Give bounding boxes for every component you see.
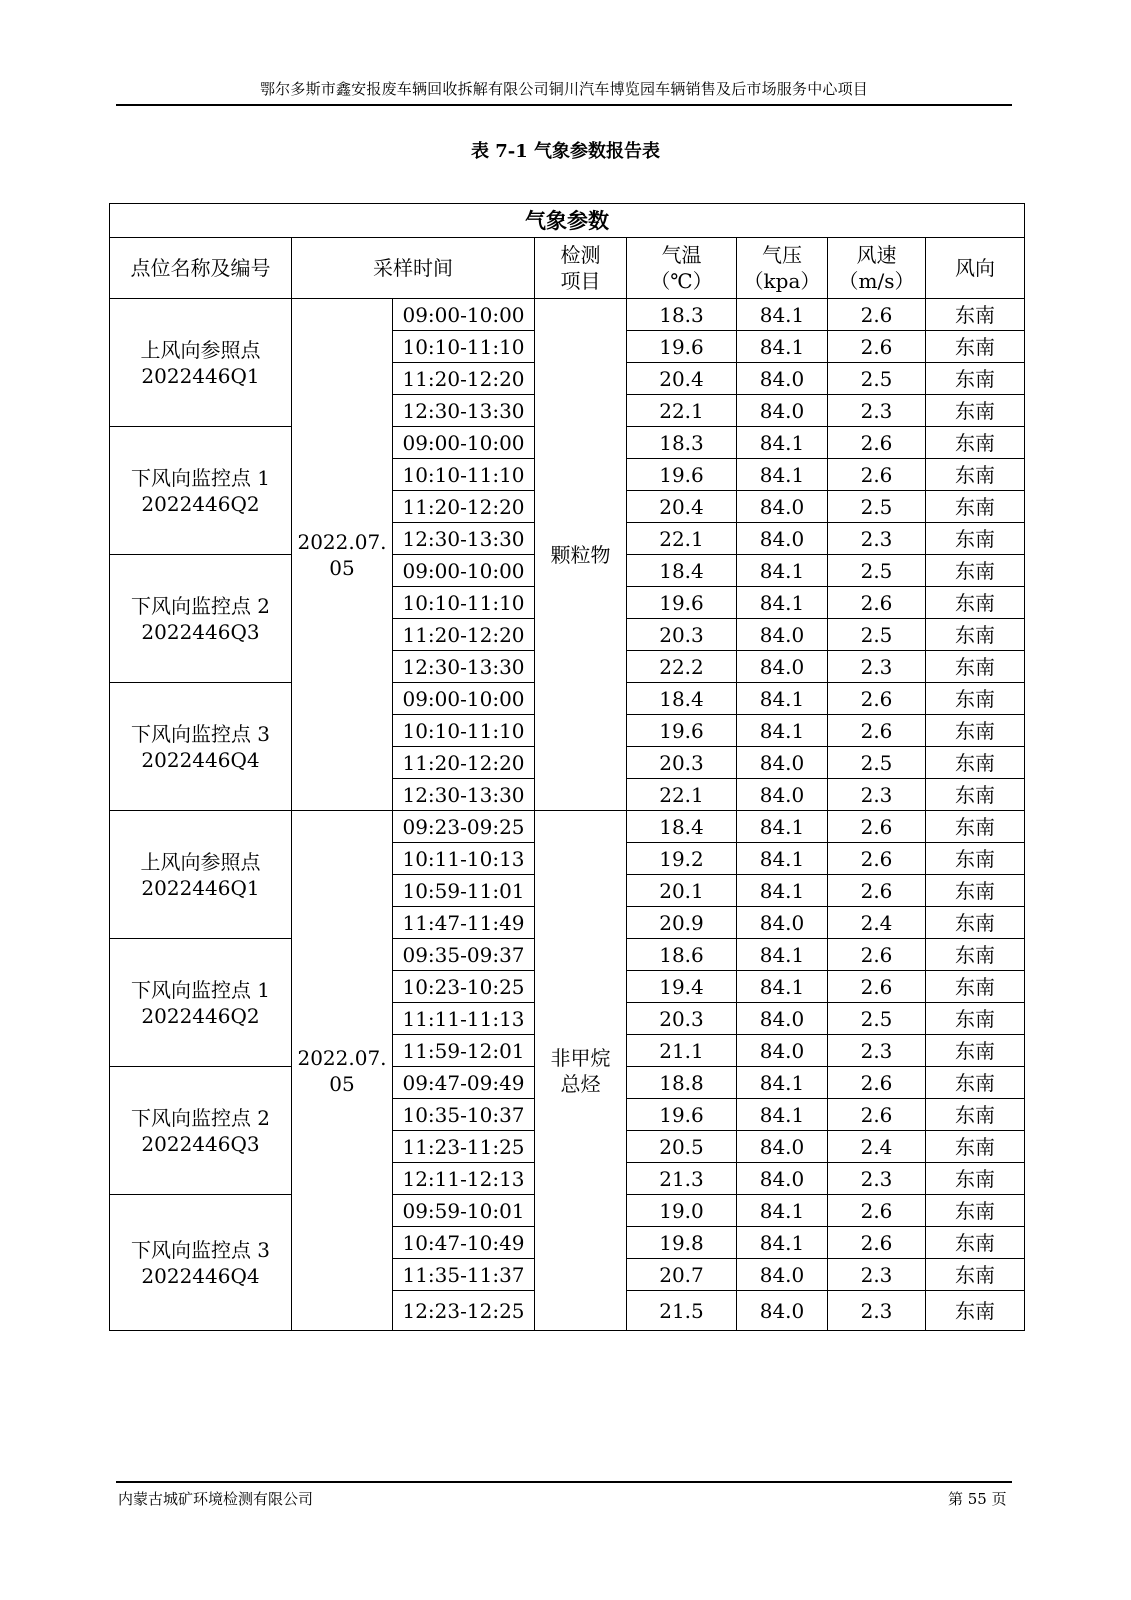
pressure-cell: 84.1: [737, 459, 828, 491]
pressure-cell: 84.0: [737, 1035, 828, 1067]
footer-page-number: 第 55 页: [948, 1490, 1007, 1508]
temp-cell: 22.1: [627, 395, 737, 427]
direction-cell: 东南: [926, 1131, 1025, 1163]
direction-cell: 东南: [926, 843, 1025, 875]
direction-cell: 东南: [926, 1195, 1025, 1227]
pressure-cell: 84.0: [737, 1003, 828, 1035]
pressure-cell: 84.0: [737, 1131, 828, 1163]
date-cell: 2022.07. 05: [292, 299, 393, 811]
direction-cell: 东南: [926, 1227, 1025, 1259]
temp-cell: 22.1: [627, 523, 737, 555]
time-cell: 09:00-10:00: [393, 427, 535, 459]
pressure-cell: 84.0: [737, 523, 828, 555]
col-speed: 风速 （m/s）: [828, 238, 926, 299]
time-cell: 10:23-10:25: [393, 971, 535, 1003]
site-name: 下风向监控点 2: [130, 1105, 271, 1130]
pressure-cell: 84.1: [737, 1227, 828, 1259]
pressure-cell: 84.0: [737, 619, 828, 651]
pressure-cell: 84.0: [737, 395, 828, 427]
weather-table: [109, 203, 1025, 1331]
col-pressure: 气压 （kpa）: [737, 238, 828, 299]
site-cell: [110, 555, 292, 683]
site-name: 下风向监控点 1: [130, 977, 271, 1002]
pressure-cell: 84.0: [737, 747, 828, 779]
temp-cell: 22.1: [627, 779, 737, 811]
temp-cell: 18.4: [627, 811, 737, 843]
site-cell: [110, 1067, 292, 1195]
speed-cell: 2.3: [828, 1291, 926, 1331]
time-cell: 10:10-11:10: [393, 459, 535, 491]
time-cell: 12:30-13:30: [393, 395, 535, 427]
direction-cell: 东南: [926, 331, 1025, 363]
pressure-cell: 84.1: [737, 299, 828, 331]
pressure-cell: 84.1: [737, 971, 828, 1003]
speed-cell: 2.6: [828, 331, 926, 363]
site-code: 2022446Q2: [141, 1003, 260, 1028]
temp-cell: 18.6: [627, 939, 737, 971]
speed-cell: 2.6: [828, 683, 926, 715]
table-title: 气象参数: [110, 204, 1025, 238]
temp-cell: 19.6: [627, 1099, 737, 1131]
speed-cell: 2.5: [828, 491, 926, 523]
direction-cell: 东南: [926, 555, 1025, 587]
site-name: 上风向参照点: [140, 849, 261, 874]
pressure-cell: 84.1: [737, 1067, 828, 1099]
temp-cell: 20.7: [627, 1259, 737, 1291]
table-row: [110, 811, 1025, 843]
time-cell: 12:23-12:25: [393, 1291, 535, 1331]
speed-cell: 2.3: [828, 779, 926, 811]
time-cell: 10:11-10:13: [393, 843, 535, 875]
site-cell: [110, 683, 292, 811]
speed-cell: 2.6: [828, 939, 926, 971]
temp-cell: 21.5: [627, 1291, 737, 1331]
temp-cell: 19.6: [627, 459, 737, 491]
pressure-cell: 84.0: [737, 1291, 828, 1331]
time-cell: 09:00-10:00: [393, 683, 535, 715]
temp-cell: 18.3: [627, 299, 737, 331]
table-row: [110, 299, 1025, 331]
site-cell: [110, 299, 292, 427]
site-code: 2022446Q4: [141, 1263, 260, 1288]
site-code: 2022446Q3: [141, 619, 260, 644]
col-time: 采样时间: [292, 238, 535, 299]
site-code: 2022446Q3: [141, 1131, 260, 1156]
time-cell: 09:00-10:00: [393, 299, 535, 331]
pressure-cell: 84.1: [737, 939, 828, 971]
site-name: 下风向监控点 3: [130, 721, 271, 746]
table-caption: 表 7-1 气象参数报告表: [470, 141, 661, 162]
temp-cell: 20.1: [627, 875, 737, 907]
time-cell: 10:59-11:01: [393, 875, 535, 907]
direction-cell: 东南: [926, 1259, 1025, 1291]
time-cell: 11:20-12:20: [393, 619, 535, 651]
time-cell: 10:47-10:49: [393, 1227, 535, 1259]
temp-cell: 19.8: [627, 1227, 737, 1259]
direction-cell: 东南: [926, 651, 1025, 683]
site-name: 下风向监控点 1: [130, 465, 271, 490]
speed-cell: 2.5: [828, 747, 926, 779]
time-cell: 12:11-12:13: [393, 1163, 535, 1195]
speed-cell: 2.3: [828, 1259, 926, 1291]
speed-cell: 2.3: [828, 395, 926, 427]
pressure-cell: 84.1: [737, 1099, 828, 1131]
speed-cell: 2.6: [828, 715, 926, 747]
temp-cell: 18.4: [627, 555, 737, 587]
speed-cell: 2.3: [828, 523, 926, 555]
pressure-cell: 84.1: [737, 843, 828, 875]
time-cell: 10:10-11:10: [393, 331, 535, 363]
time-cell: 11:20-12:20: [393, 747, 535, 779]
direction-cell: 东南: [926, 1035, 1025, 1067]
direction-cell: 东南: [926, 491, 1025, 523]
time-cell: 11:35-11:37: [393, 1259, 535, 1291]
speed-cell: 2.6: [828, 1227, 926, 1259]
pressure-cell: 84.0: [737, 363, 828, 395]
speed-cell: 2.3: [828, 651, 926, 683]
direction-cell: 东南: [926, 1003, 1025, 1035]
pressure-cell: 84.0: [737, 651, 828, 683]
speed-cell: 2.5: [828, 619, 926, 651]
speed-cell: 2.6: [828, 875, 926, 907]
time-cell: 11:20-12:20: [393, 491, 535, 523]
direction-cell: 东南: [926, 779, 1025, 811]
speed-cell: 2.6: [828, 971, 926, 1003]
time-cell: 12:30-13:30: [393, 651, 535, 683]
direction-cell: 东南: [926, 587, 1025, 619]
direction-cell: 东南: [926, 1291, 1025, 1331]
pressure-cell: 84.1: [737, 587, 828, 619]
time-cell: 10:35-10:37: [393, 1099, 535, 1131]
speed-cell: 2.4: [828, 1131, 926, 1163]
temp-cell: 19.6: [627, 715, 737, 747]
direction-cell: 东南: [926, 875, 1025, 907]
site-code: 2022446Q4: [141, 747, 260, 772]
speed-cell: 2.3: [828, 1035, 926, 1067]
direction-cell: 东南: [926, 299, 1025, 331]
direction-cell: 东南: [926, 459, 1025, 491]
direction-cell: 东南: [926, 363, 1025, 395]
table-body: [110, 299, 1025, 1331]
speed-cell: 2.6: [828, 1195, 926, 1227]
site-cell: [110, 811, 292, 939]
time-cell: 12:30-13:30: [393, 779, 535, 811]
pressure-cell: 84.1: [737, 1195, 828, 1227]
temp-cell: 20.3: [627, 619, 737, 651]
footer-company: 内蒙古城矿环境检测有限公司: [118, 1490, 314, 1508]
temp-cell: 20.5: [627, 1131, 737, 1163]
site-cell: [110, 1195, 292, 1331]
site-name: 下风向监控点 2: [130, 593, 271, 618]
speed-cell: 2.6: [828, 299, 926, 331]
site-code: 2022446Q1: [141, 363, 260, 388]
pressure-cell: 84.1: [737, 875, 828, 907]
direction-cell: 东南: [926, 715, 1025, 747]
speed-cell: 2.5: [828, 1003, 926, 1035]
col-site: 点位名称及编号: [110, 238, 292, 299]
temp-cell: 19.0: [627, 1195, 737, 1227]
direction-cell: 东南: [926, 939, 1025, 971]
pressure-cell: 84.0: [737, 1259, 828, 1291]
speed-cell: 2.6: [828, 811, 926, 843]
pressure-cell: 84.0: [737, 1163, 828, 1195]
pressure-cell: 84.1: [737, 427, 828, 459]
pressure-cell: 84.1: [737, 715, 828, 747]
time-cell: 09:23-09:25: [393, 811, 535, 843]
site-code: 2022446Q2: [141, 491, 260, 516]
direction-cell: 东南: [926, 1163, 1025, 1195]
col-direction: 风向: [926, 238, 1025, 299]
item-cell: 颗粒物: [535, 299, 627, 811]
speed-cell: 2.6: [828, 587, 926, 619]
speed-cell: 2.4: [828, 907, 926, 939]
direction-cell: 东南: [926, 747, 1025, 779]
direction-cell: 东南: [926, 427, 1025, 459]
temp-cell: 20.9: [627, 907, 737, 939]
time-cell: 12:30-13:30: [393, 523, 535, 555]
temp-cell: 19.6: [627, 331, 737, 363]
direction-cell: 东南: [926, 619, 1025, 651]
footer-rule: [116, 1481, 1012, 1483]
temp-cell: 19.6: [627, 587, 737, 619]
site-cell: [110, 427, 292, 555]
pressure-cell: 84.1: [737, 555, 828, 587]
temp-cell: 18.8: [627, 1067, 737, 1099]
time-cell: 10:10-11:10: [393, 587, 535, 619]
direction-cell: 东南: [926, 907, 1025, 939]
speed-cell: 2.6: [828, 1067, 926, 1099]
speed-cell: 2.5: [828, 555, 926, 587]
temp-cell: 20.4: [627, 363, 737, 395]
temp-cell: 22.2: [627, 651, 737, 683]
pressure-cell: 84.1: [737, 683, 828, 715]
speed-cell: 2.6: [828, 459, 926, 491]
pressure-cell: 84.1: [737, 331, 828, 363]
direction-cell: 东南: [926, 683, 1025, 715]
site-cell: [110, 939, 292, 1067]
time-cell: 11:47-11:49: [393, 907, 535, 939]
time-cell: 09:59-10:01: [393, 1195, 535, 1227]
site-name: 上风向参照点: [140, 337, 261, 362]
pressure-cell: 84.0: [737, 491, 828, 523]
temp-cell: 20.3: [627, 1003, 737, 1035]
speed-cell: 2.3: [828, 1163, 926, 1195]
pressure-cell: 84.0: [737, 907, 828, 939]
col-temp: 气温 （℃）: [627, 238, 737, 299]
time-cell: 09:35-09:37: [393, 939, 535, 971]
speed-cell: 2.6: [828, 427, 926, 459]
temp-cell: 19.4: [627, 971, 737, 1003]
item-cell: 非甲烷 总烃: [535, 811, 627, 1331]
direction-cell: 东南: [926, 971, 1025, 1003]
direction-cell: 东南: [926, 811, 1025, 843]
header-rule: [116, 104, 1012, 106]
time-cell: 11:59-12:01: [393, 1035, 535, 1067]
pressure-cell: 84.0: [737, 779, 828, 811]
direction-cell: 东南: [926, 523, 1025, 555]
time-cell: 10:10-11:10: [393, 715, 535, 747]
time-cell: 11:11-11:13: [393, 1003, 535, 1035]
speed-cell: 2.6: [828, 1099, 926, 1131]
pressure-cell: 84.1: [737, 811, 828, 843]
temp-cell: 18.4: [627, 683, 737, 715]
direction-cell: 东南: [926, 1099, 1025, 1131]
site-name: 下风向监控点 3: [130, 1237, 271, 1262]
col-item: 检测 项目: [535, 238, 627, 299]
speed-cell: 2.6: [828, 843, 926, 875]
temp-cell: 18.3: [627, 427, 737, 459]
direction-cell: 东南: [926, 395, 1025, 427]
time-cell: 09:00-10:00: [393, 555, 535, 587]
page-header: 鄂尔多斯市鑫安报废车辆回收拆解有限公司铜川汽车博览园车辆销售及后市场服务中心项目: [259, 80, 868, 98]
site-code: 2022446Q1: [141, 875, 260, 900]
temp-cell: 21.3: [627, 1163, 737, 1195]
time-cell: 09:47-09:49: [393, 1067, 535, 1099]
temp-cell: 21.1: [627, 1035, 737, 1067]
temp-cell: 20.3: [627, 747, 737, 779]
direction-cell: 东南: [926, 1067, 1025, 1099]
date-cell: 2022.07. 05: [292, 811, 393, 1331]
temp-cell: 20.4: [627, 491, 737, 523]
temp-cell: 19.2: [627, 843, 737, 875]
time-cell: 11:20-12:20: [393, 363, 535, 395]
time-cell: 11:23-11:25: [393, 1131, 535, 1163]
speed-cell: 2.5: [828, 363, 926, 395]
